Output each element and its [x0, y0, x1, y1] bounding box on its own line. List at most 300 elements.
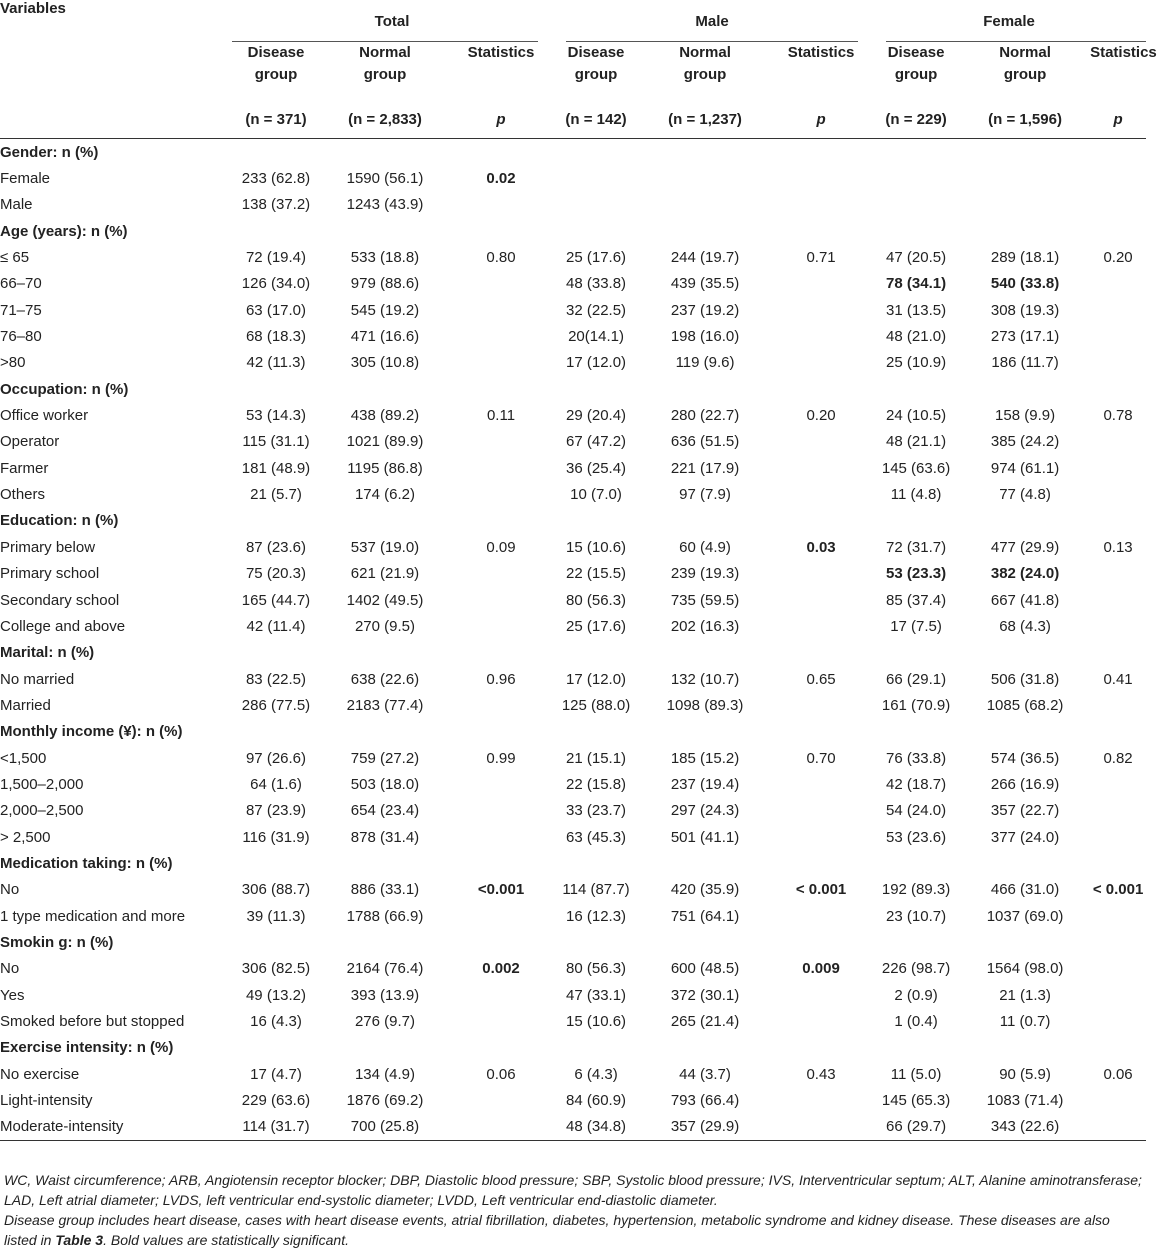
- cell-p-male: [770, 771, 872, 797]
- cell-normal-total: 2164 (76.4): [346, 960, 424, 978]
- row-label: College and above: [0, 617, 126, 635]
- cell-normal-female: 667 (41.8): [990, 591, 1060, 609]
- cell-normal-male: 185 (15.2): [670, 749, 740, 767]
- cell-disease-male: 17 (12.0): [566, 670, 627, 688]
- cell-normal-female: 506 (31.8): [990, 670, 1060, 688]
- cell-normal-female: 1564 (98.0): [986, 960, 1064, 978]
- section-title: Exercise intensity: n (%): [0, 1039, 174, 1057]
- cell-normal-total: 174 (6.2): [354, 486, 416, 504]
- cell-disease-male: 48 (33.8): [566, 275, 627, 293]
- header-row-groups: [0, 0, 1146, 42]
- table-row: [0, 587, 1146, 613]
- cell-disease-total: 63 (17.0): [245, 301, 307, 319]
- section-title: Medication taking: n (%): [0, 854, 173, 872]
- section-title: Marital: n (%): [0, 644, 95, 662]
- cell-normal-male: [640, 165, 770, 191]
- cell-normal-male: 501 (41.1): [670, 828, 740, 846]
- cell-disease-total: 21 (5.7): [250, 486, 302, 504]
- cell-p-female: [1090, 798, 1146, 824]
- cell-disease-female: 161 (70.9): [881, 696, 951, 714]
- cell-normal-female: 273 (17.1): [990, 328, 1060, 346]
- group-header-male: Male: [552, 0, 872, 42]
- cell-normal-male: 244 (19.7): [670, 249, 740, 267]
- table-row: [0, 271, 1146, 297]
- cell-p-female: 0.82: [1103, 749, 1133, 767]
- cell-p-female: < 0.001: [1092, 881, 1144, 899]
- cell-disease-total: 286 (77.5): [241, 696, 311, 714]
- cell-normal-female: 574 (36.5): [990, 749, 1060, 767]
- table-row: [0, 402, 1146, 428]
- cell-p-male: [770, 323, 872, 349]
- cell-disease-total: 42 (11.4): [246, 617, 306, 635]
- cell-disease-total: 115 (31.1): [242, 433, 310, 451]
- cell-p-total: [450, 1008, 552, 1034]
- cell-normal-female: 68 (4.3): [999, 617, 1051, 635]
- cell-disease-male: 25 (17.6): [566, 617, 627, 635]
- row-label: Office worker: [0, 407, 89, 425]
- cell-p-male: [770, 824, 872, 850]
- cell-disease-total: 16 (4.3): [250, 1013, 302, 1031]
- cell-disease-total: 42 (11.3): [246, 354, 306, 372]
- cell-normal-total: 438 (89.2): [350, 407, 420, 425]
- cell-disease-female: 25 (10.9): [886, 354, 947, 372]
- section-title: Gender: n (%): [0, 143, 99, 161]
- cell-disease-female: 53 (23.6): [886, 828, 947, 846]
- cell-p-female: [1090, 297, 1146, 323]
- cell-normal-total: 1788 (66.9): [346, 907, 424, 925]
- cell-p-total: 0.99: [486, 749, 516, 767]
- cell-disease-total: 17 (4.7): [250, 1065, 302, 1083]
- disease-group-note: Disease group includes heart disease, cases with heart disease events, atrial fibrillation, diabetes, hypertension, metabolic syndrome and kidney disease. These diseases are also listed in Table 3. Bold values are statistically significant.: [4, 1212, 1110, 1248]
- cell-normal-male: 357 (29.9): [670, 1118, 740, 1136]
- cell-disease-total: 72 (19.4): [245, 249, 307, 267]
- row-label: 2,000–2,500: [0, 802, 84, 820]
- row-label: Primary below: [0, 538, 96, 556]
- cell-normal-total: 700 (25.8): [350, 1118, 420, 1136]
- cell-p-total: 0.09: [486, 538, 516, 556]
- section-header-row: [0, 508, 1146, 534]
- cell-normal-total: 305 (10.8): [350, 354, 420, 372]
- cell-normal-total: 654 (23.4): [350, 802, 420, 820]
- table-row: [0, 771, 1146, 797]
- table-row: [0, 165, 1146, 191]
- cell-p-female: [1090, 982, 1146, 1008]
- n-disease-male: (n = 142): [565, 110, 627, 128]
- cell-disease-male: 25 (17.6): [566, 249, 627, 267]
- cell-p-female: [1090, 481, 1146, 507]
- cell-disease-female: 47 (20.5): [886, 249, 947, 267]
- table-row: [0, 1114, 1146, 1141]
- cell-p-male: 0.70: [806, 749, 836, 767]
- cell-p-total: [450, 429, 552, 455]
- cell-p-male: 0.03: [806, 538, 836, 556]
- cell-disease-total: 114 (31.7): [242, 1118, 310, 1136]
- row-label: Secondary school: [0, 591, 120, 609]
- cell-normal-female: 466 (31.0): [990, 881, 1060, 899]
- cell-p-male: [770, 982, 872, 1008]
- cell-normal-total: 1021 (89.9): [346, 433, 424, 451]
- cell-disease-male: 6 (4.3): [574, 1065, 618, 1083]
- p-header-total: p: [496, 110, 506, 128]
- cell-p-female: [1090, 692, 1146, 718]
- cell-normal-male: 237 (19.4): [670, 775, 740, 793]
- col-header-stats-female: Statistics: [1090, 44, 1157, 61]
- cell-p-male: 0.009: [802, 960, 840, 978]
- cell-p-total: 0.06: [486, 1065, 516, 1083]
- col-header-stats-male: Statistics: [787, 44, 855, 61]
- cell-disease-male: 84 (60.9): [566, 1092, 627, 1110]
- cell-normal-total: 638 (22.6): [350, 670, 420, 688]
- cell-normal-male: 600 (48.5): [670, 960, 740, 978]
- table-row: [0, 323, 1146, 349]
- cell-normal-male: 297 (24.3): [670, 802, 740, 820]
- header-row-n: [0, 100, 1146, 139]
- cell-p-total: <0.001: [477, 881, 525, 899]
- cell-disease-male: 15 (10.6): [566, 538, 627, 556]
- cell-p-male: [770, 561, 872, 587]
- section-title: Age (years): n (%): [0, 222, 128, 240]
- row-label: 66–70: [0, 275, 42, 293]
- cell-normal-female: 1037 (69.0): [986, 907, 1064, 925]
- cell-p-total: [450, 455, 552, 481]
- col-header-stats-total: Statistics: [467, 44, 535, 61]
- cell-disease-total: 83 (22.5): [245, 670, 307, 688]
- cell-p-total: [450, 824, 552, 850]
- cell-disease-female: 54 (24.0): [886, 802, 947, 820]
- cell-normal-male: 202 (16.3): [670, 617, 740, 635]
- row-label: No married: [0, 670, 75, 688]
- p-header-male: p: [816, 110, 826, 128]
- table-row: [0, 561, 1146, 587]
- section-header-row: [0, 218, 1146, 244]
- cell-p-female: [1090, 323, 1146, 349]
- col-header-normal-male: Normal group: [679, 44, 731, 83]
- cell-disease-female: [872, 192, 960, 218]
- cell-disease-female: 192 (89.3): [881, 881, 951, 899]
- table-reference: Table 3: [55, 1232, 104, 1248]
- row-label: Primary school: [0, 565, 100, 583]
- cell-disease-female: 11 (5.0): [890, 1065, 942, 1083]
- cell-normal-male: 636 (51.5): [670, 433, 740, 451]
- group-header-female: Female: [872, 0, 1146, 42]
- cell-normal-female: 382 (24.0): [990, 565, 1060, 583]
- row-label: No: [0, 881, 20, 899]
- cell-normal-total: 886 (33.1): [350, 881, 420, 899]
- cell-disease-male: 67 (47.2): [566, 433, 627, 451]
- table-row: [0, 798, 1146, 824]
- cell-disease-total: 49 (13.2): [245, 986, 307, 1004]
- section-title: Monthly income (¥): n (%): [0, 723, 183, 741]
- section-header-row: [0, 929, 1146, 955]
- cell-p-female: [1090, 1087, 1146, 1113]
- cell-disease-total: 68 (18.3): [245, 328, 307, 346]
- table-body: [0, 139, 1146, 1141]
- cell-p-male: [770, 271, 872, 297]
- cell-normal-male: 735 (59.5): [670, 591, 740, 609]
- cell-p-total: 0.02: [486, 170, 516, 188]
- cell-p-female: [1090, 1008, 1146, 1034]
- cell-p-female: 0.78: [1103, 407, 1133, 425]
- cell-disease-total: 97 (26.6): [245, 749, 307, 767]
- table-row: [0, 1008, 1146, 1034]
- cell-normal-male: 198 (16.0): [670, 328, 740, 346]
- cell-disease-total: 233 (62.8): [241, 170, 311, 188]
- col-header-disease-female: Disease group: [887, 44, 945, 83]
- table-row: [0, 745, 1146, 771]
- cell-p-total: 0.002: [482, 960, 520, 978]
- cell-normal-total: 537 (19.0): [350, 538, 420, 556]
- table-row: [0, 534, 1146, 560]
- cell-disease-total: 126 (34.0): [241, 275, 311, 293]
- row-label: >80: [0, 354, 26, 372]
- cell-p-male: [770, 587, 872, 613]
- row-label: Female: [0, 170, 51, 188]
- cell-normal-female: 90 (5.9): [999, 1065, 1051, 1083]
- cell-normal-female: 385 (24.2): [990, 433, 1060, 451]
- cell-p-total: [450, 350, 552, 376]
- cell-p-male: [770, 692, 872, 718]
- cell-p-female: [1090, 824, 1146, 850]
- cell-p-total: [450, 982, 552, 1008]
- cell-normal-total: 2183 (77.4): [346, 696, 424, 714]
- row-label: Yes: [0, 986, 25, 1004]
- cell-disease-male: 15 (10.6): [566, 1013, 627, 1031]
- cell-normal-total: 1590 (56.1): [346, 170, 424, 188]
- cell-normal-total: 276 (9.7): [354, 1013, 416, 1031]
- cell-p-male: [770, 1008, 872, 1034]
- table-row: [0, 824, 1146, 850]
- cell-p-female: [1090, 192, 1146, 218]
- cell-disease-total: 138 (37.2): [241, 196, 311, 214]
- cell-normal-female: 477 (29.9): [990, 538, 1060, 556]
- cell-p-total: [450, 1114, 552, 1141]
- cell-disease-male: 22 (15.5): [566, 565, 627, 583]
- cell-disease-total: 39 (11.3): [246, 907, 306, 925]
- cell-p-male: 0.20: [806, 407, 836, 425]
- cell-normal-total: 393 (13.9): [350, 986, 420, 1004]
- cell-normal-female: 343 (22.6): [990, 1118, 1060, 1136]
- cell-disease-female: 11 (4.8): [890, 486, 942, 504]
- cell-p-female: [1090, 956, 1146, 982]
- cell-disease-male: 21 (15.1): [566, 749, 627, 767]
- cell-normal-female: 308 (19.3): [990, 301, 1060, 319]
- cell-disease-female: 66 (29.1): [886, 670, 947, 688]
- cell-disease-female: 17 (7.5): [890, 617, 942, 635]
- cell-p-total: [450, 561, 552, 587]
- cell-disease-male: 36 (25.4): [566, 459, 627, 477]
- cell-p-female: [1090, 455, 1146, 481]
- cell-p-total: 0.11: [486, 407, 516, 425]
- cell-disease-male: 17 (12.0): [566, 354, 627, 372]
- cell-normal-female: [960, 192, 1090, 218]
- row-label: 76–80: [0, 328, 42, 346]
- cell-p-male: [770, 798, 872, 824]
- table-row: [0, 192, 1146, 218]
- cell-p-total: [450, 297, 552, 323]
- cell-normal-female: 21 (1.3): [999, 986, 1051, 1004]
- n-disease-female: (n = 229): [885, 110, 947, 128]
- cell-disease-female: 145 (65.3): [881, 1092, 951, 1110]
- n-normal-female: (n = 1,596): [988, 110, 1062, 128]
- cell-p-male: [770, 350, 872, 376]
- cell-disease-male: 32 (22.5): [566, 301, 627, 319]
- cell-disease-total: 306 (88.7): [241, 881, 311, 899]
- row-label: Others: [0, 486, 46, 504]
- cell-normal-male: 237 (19.2): [670, 301, 740, 319]
- cell-normal-female: 1085 (68.2): [986, 696, 1064, 714]
- row-label: Male: [0, 196, 33, 214]
- table-row: [0, 297, 1146, 323]
- abbreviations-note: WC, Waist circumference; ARB, Angiotensin receptor blocker; DBP, Diastolic blood pressure; SBP, Systolic blood pressure; IVS, Interventricular septum; ALT, Alanine aminotransferase; LAD, Left atrial diameter; LVDS, left ventricular end-systolic diameter; LVDD, Left ventricular end-diastolic diameter.: [4, 1172, 1142, 1208]
- cell-disease-male: [552, 192, 640, 218]
- cell-p-male: [770, 192, 872, 218]
- cell-normal-total: 759 (27.2): [350, 749, 420, 767]
- cell-disease-male: 114 (87.7): [562, 881, 630, 899]
- cell-disease-male: 29 (20.4): [566, 407, 627, 425]
- cell-p-male: [770, 455, 872, 481]
- cell-disease-female: 23 (10.7): [886, 907, 947, 925]
- cell-disease-male: 10 (7.0): [570, 486, 622, 504]
- cell-p-female: [1090, 165, 1146, 191]
- cell-disease-female: 48 (21.1): [886, 433, 947, 451]
- cell-p-female: [1090, 271, 1146, 297]
- cell-p-total: [450, 587, 552, 613]
- cell-disease-male: 20(14.1): [568, 328, 624, 346]
- section-header-row: [0, 1035, 1146, 1061]
- cell-p-female: [1090, 613, 1146, 639]
- cell-p-male: [770, 613, 872, 639]
- section-header-row: [0, 640, 1146, 666]
- cell-normal-female: 266 (16.9): [990, 775, 1060, 793]
- row-label: Operator: [0, 433, 60, 451]
- row-label: No exercise: [0, 1065, 80, 1083]
- row-label: > 2,500: [0, 828, 51, 846]
- cell-disease-female: 53 (23.3): [886, 565, 947, 583]
- cell-disease-female: 1 (0.4): [894, 1013, 938, 1031]
- cell-disease-male: 125 (88.0): [561, 696, 631, 714]
- cell-normal-male: 793 (66.4): [670, 1092, 740, 1110]
- cell-p-male: [770, 1087, 872, 1113]
- table-row: [0, 244, 1146, 270]
- cell-normal-male: 420 (35.9): [670, 881, 740, 899]
- cell-normal-male: 239 (19.3): [670, 565, 740, 583]
- cell-p-total: [450, 481, 552, 507]
- cell-p-total: [450, 271, 552, 297]
- cell-normal-total: 533 (18.8): [350, 249, 420, 267]
- section-header-row: [0, 719, 1146, 745]
- cell-disease-total: 53 (14.3): [245, 407, 307, 425]
- cell-normal-female: 357 (22.7): [990, 802, 1060, 820]
- cell-p-male: [770, 481, 872, 507]
- cell-normal-total: 1876 (69.2): [346, 1092, 424, 1110]
- cell-p-female: 0.13: [1103, 538, 1133, 556]
- cell-normal-total: 1195 (86.8): [347, 459, 423, 477]
- cell-disease-male: 80 (56.3): [566, 591, 627, 609]
- cell-normal-male: 1098 (89.3): [666, 696, 744, 714]
- section-header-row: [0, 139, 1146, 166]
- cell-normal-total: 1402 (49.5): [346, 591, 424, 609]
- cell-p-total: [450, 798, 552, 824]
- cell-normal-male: 265 (21.4): [670, 1013, 740, 1031]
- row-label: Smoked before but stopped: [0, 1013, 185, 1031]
- cell-normal-male: 97 (7.9): [679, 486, 731, 504]
- table-footnotes: [4, 1170, 1142, 1250]
- table-row: [0, 877, 1146, 903]
- table-row: [0, 692, 1146, 718]
- cell-p-total: [450, 771, 552, 797]
- cell-p-total: [450, 903, 552, 929]
- col-header-normal-total: Normal group: [359, 44, 411, 83]
- cell-p-female: 0.20: [1103, 249, 1133, 267]
- cell-normal-total: 134 (4.9): [354, 1065, 416, 1083]
- cell-p-male: [770, 1114, 872, 1141]
- cell-p-female: 0.06: [1103, 1065, 1133, 1083]
- cell-p-female: [1090, 350, 1146, 376]
- cell-normal-total: 979 (88.6): [350, 275, 420, 293]
- cell-disease-male: 80 (56.3): [566, 960, 627, 978]
- cell-disease-total: 306 (82.5): [241, 960, 311, 978]
- row-label: Light-intensity: [0, 1092, 93, 1110]
- section-header-row: [0, 376, 1146, 402]
- table-row: [0, 666, 1146, 692]
- cell-p-male: [770, 297, 872, 323]
- cell-p-male: [770, 903, 872, 929]
- table-row: [0, 481, 1146, 507]
- cell-disease-total: 229 (63.6): [241, 1092, 311, 1110]
- section-title: Occupation: n (%): [0, 380, 129, 398]
- cell-disease-female: 31 (13.5): [886, 301, 947, 319]
- cell-disease-total: 87 (23.6): [245, 538, 307, 556]
- cell-normal-male: 119 (9.6): [675, 354, 735, 372]
- cell-disease-female: 145 (63.6): [881, 459, 951, 477]
- table-row: [0, 982, 1146, 1008]
- table-row: [0, 1087, 1146, 1113]
- cell-normal-total: 545 (19.2): [350, 301, 420, 319]
- n-normal-total: (n = 2,833): [348, 110, 422, 128]
- cell-disease-total: 181 (48.9): [241, 459, 311, 477]
- cell-normal-total: 621 (21.9): [350, 565, 420, 583]
- row-label: Married: [0, 696, 51, 714]
- cell-p-male: < 0.001: [795, 881, 847, 899]
- col-header-disease-male: Disease group: [567, 44, 625, 83]
- cell-p-total: 0.80: [486, 249, 516, 267]
- p-header-female: p: [1113, 110, 1123, 128]
- cell-normal-female: 186 (11.7): [991, 354, 1059, 372]
- cell-p-female: [1090, 1114, 1146, 1141]
- row-label: No: [0, 960, 20, 978]
- row-label: 1,500–2,000: [0, 775, 84, 793]
- col-header-disease-total: Disease group: [247, 44, 305, 83]
- cell-disease-male: 63 (45.3): [566, 828, 627, 846]
- cell-normal-male: 221 (17.9): [670, 459, 740, 477]
- cell-disease-male: 48 (34.8): [566, 1118, 627, 1136]
- group-header-total: Total: [232, 0, 552, 42]
- cell-normal-female: 377 (24.0): [990, 828, 1060, 846]
- cell-disease-female: 2 (0.9): [894, 986, 938, 1004]
- cell-p-total: 0.96: [486, 670, 516, 688]
- cell-disease-total: 165 (44.7): [241, 591, 311, 609]
- table-row: [0, 903, 1146, 929]
- row-label: 71–75: [0, 301, 42, 319]
- cell-disease-female: 226 (98.7): [881, 960, 951, 978]
- cell-p-male: 0.43: [806, 1065, 836, 1083]
- cell-disease-male: 16 (12.3): [566, 907, 627, 925]
- table-row: [0, 350, 1146, 376]
- cell-normal-male: [640, 192, 770, 218]
- table-row: [0, 1061, 1146, 1087]
- cell-disease-female: 76 (33.8): [886, 749, 947, 767]
- table-row: [0, 956, 1146, 982]
